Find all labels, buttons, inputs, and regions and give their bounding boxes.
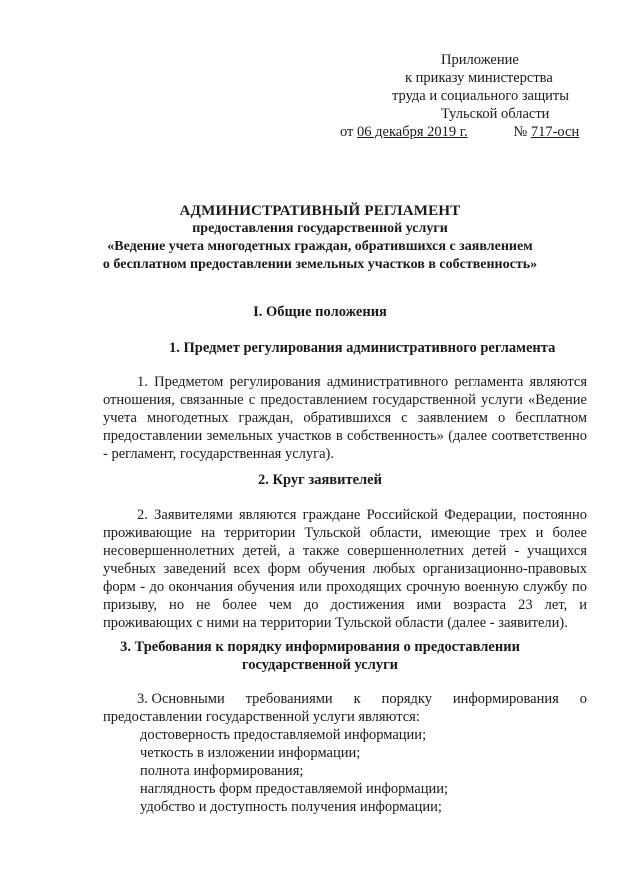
section-heading-general: I. Общие положения <box>253 304 387 320</box>
intro-word: порядку <box>381 691 432 707</box>
paragraph-2 <box>103 506 587 632</box>
intro-word: требованиями <box>245 691 333 707</box>
list-item: четкость в изложении информации; <box>140 745 361 761</box>
subsection-heading-2: 2. Круг заявителей <box>258 472 382 488</box>
title-line-2: предоставления государственной услуги <box>192 221 448 236</box>
intro-word: 3. Основными <box>137 691 225 707</box>
appendix-line-3: труда и социального защиты <box>392 88 569 104</box>
paragraph-3-intro-line-1 <box>103 690 587 708</box>
list-item: удобство и доступность получения информации; <box>140 799 442 815</box>
appendix-line-4: Тульской области <box>441 106 550 122</box>
paragraph-2-text: 2. Заявителями являются граждане Российской Федерации, постоянно проживающие на территории Тульской области, имеющие трех и более несовершеннолетних детей, а также совершеннолетних детей - учащихся учебных заведений всех форм обучения любых организационно-правовых форм - до окончания обучения или проходящих срочную военную службу по призыву, но не более чем до достижения ими возраста 23 лет, и проживающих с ними на территории Тульской области (далее - заявители). <box>103 507 587 631</box>
order-date: 06 декабря 2019 г. <box>357 124 468 140</box>
title-line-1: АДМИНИСТРАТИВНЫЙ РЕГЛАМЕНТ <box>179 203 461 219</box>
intro-word: информирования <box>452 691 559 707</box>
intro-word: к <box>353 691 361 707</box>
number-prefix: № <box>513 124 528 140</box>
title-line-3: «Ведение учета многодетных граждан, обратившихся с заявлением <box>107 239 533 254</box>
requirements-list <box>140 726 448 816</box>
title-line-4: о бесплатном предоставлении земельных участков в собственность» <box>102 257 538 272</box>
subsection-heading-3 <box>60 638 580 674</box>
paragraph-3-intro-line-2: предоставлении государственной услуги являются: <box>103 709 420 725</box>
paragraph-1 <box>103 373 587 463</box>
list-item: наглядность форм предоставляемой информации; <box>140 781 448 797</box>
subsection-heading-1: 1. Предмет регулирования административного регламента <box>169 340 556 356</box>
subsection-heading-3-line-2: государственной услуги <box>241 657 399 673</box>
paragraph-1-text: 1. Предметом регулирования административного регламента являются отношения, связанные с предоставлением государственной услуги «Ведение учета многодетных граждан, обратившихся с заявлением о бесплатном предоставлении земельных участков в собственность» (далее соответственно - регламент, государственная услуга). <box>103 374 587 462</box>
list-item: полнота информирования; <box>140 763 304 779</box>
subsection-heading-3-line-1: 3. Требования к порядку информирования о предоставлении <box>120 639 520 655</box>
list-item: достоверность предоставляемой информации; <box>140 727 427 743</box>
paragraph-3-intro <box>103 690 587 726</box>
date-prefix: от <box>340 124 354 140</box>
intro-word: о <box>579 691 587 707</box>
appendix-date-line <box>340 124 579 142</box>
appendix-line-2: к приказу министерства <box>405 70 553 86</box>
appendix-line-1: Приложение <box>441 52 519 68</box>
document-title <box>60 202 580 274</box>
order-number: 717-осн <box>530 124 580 140</box>
